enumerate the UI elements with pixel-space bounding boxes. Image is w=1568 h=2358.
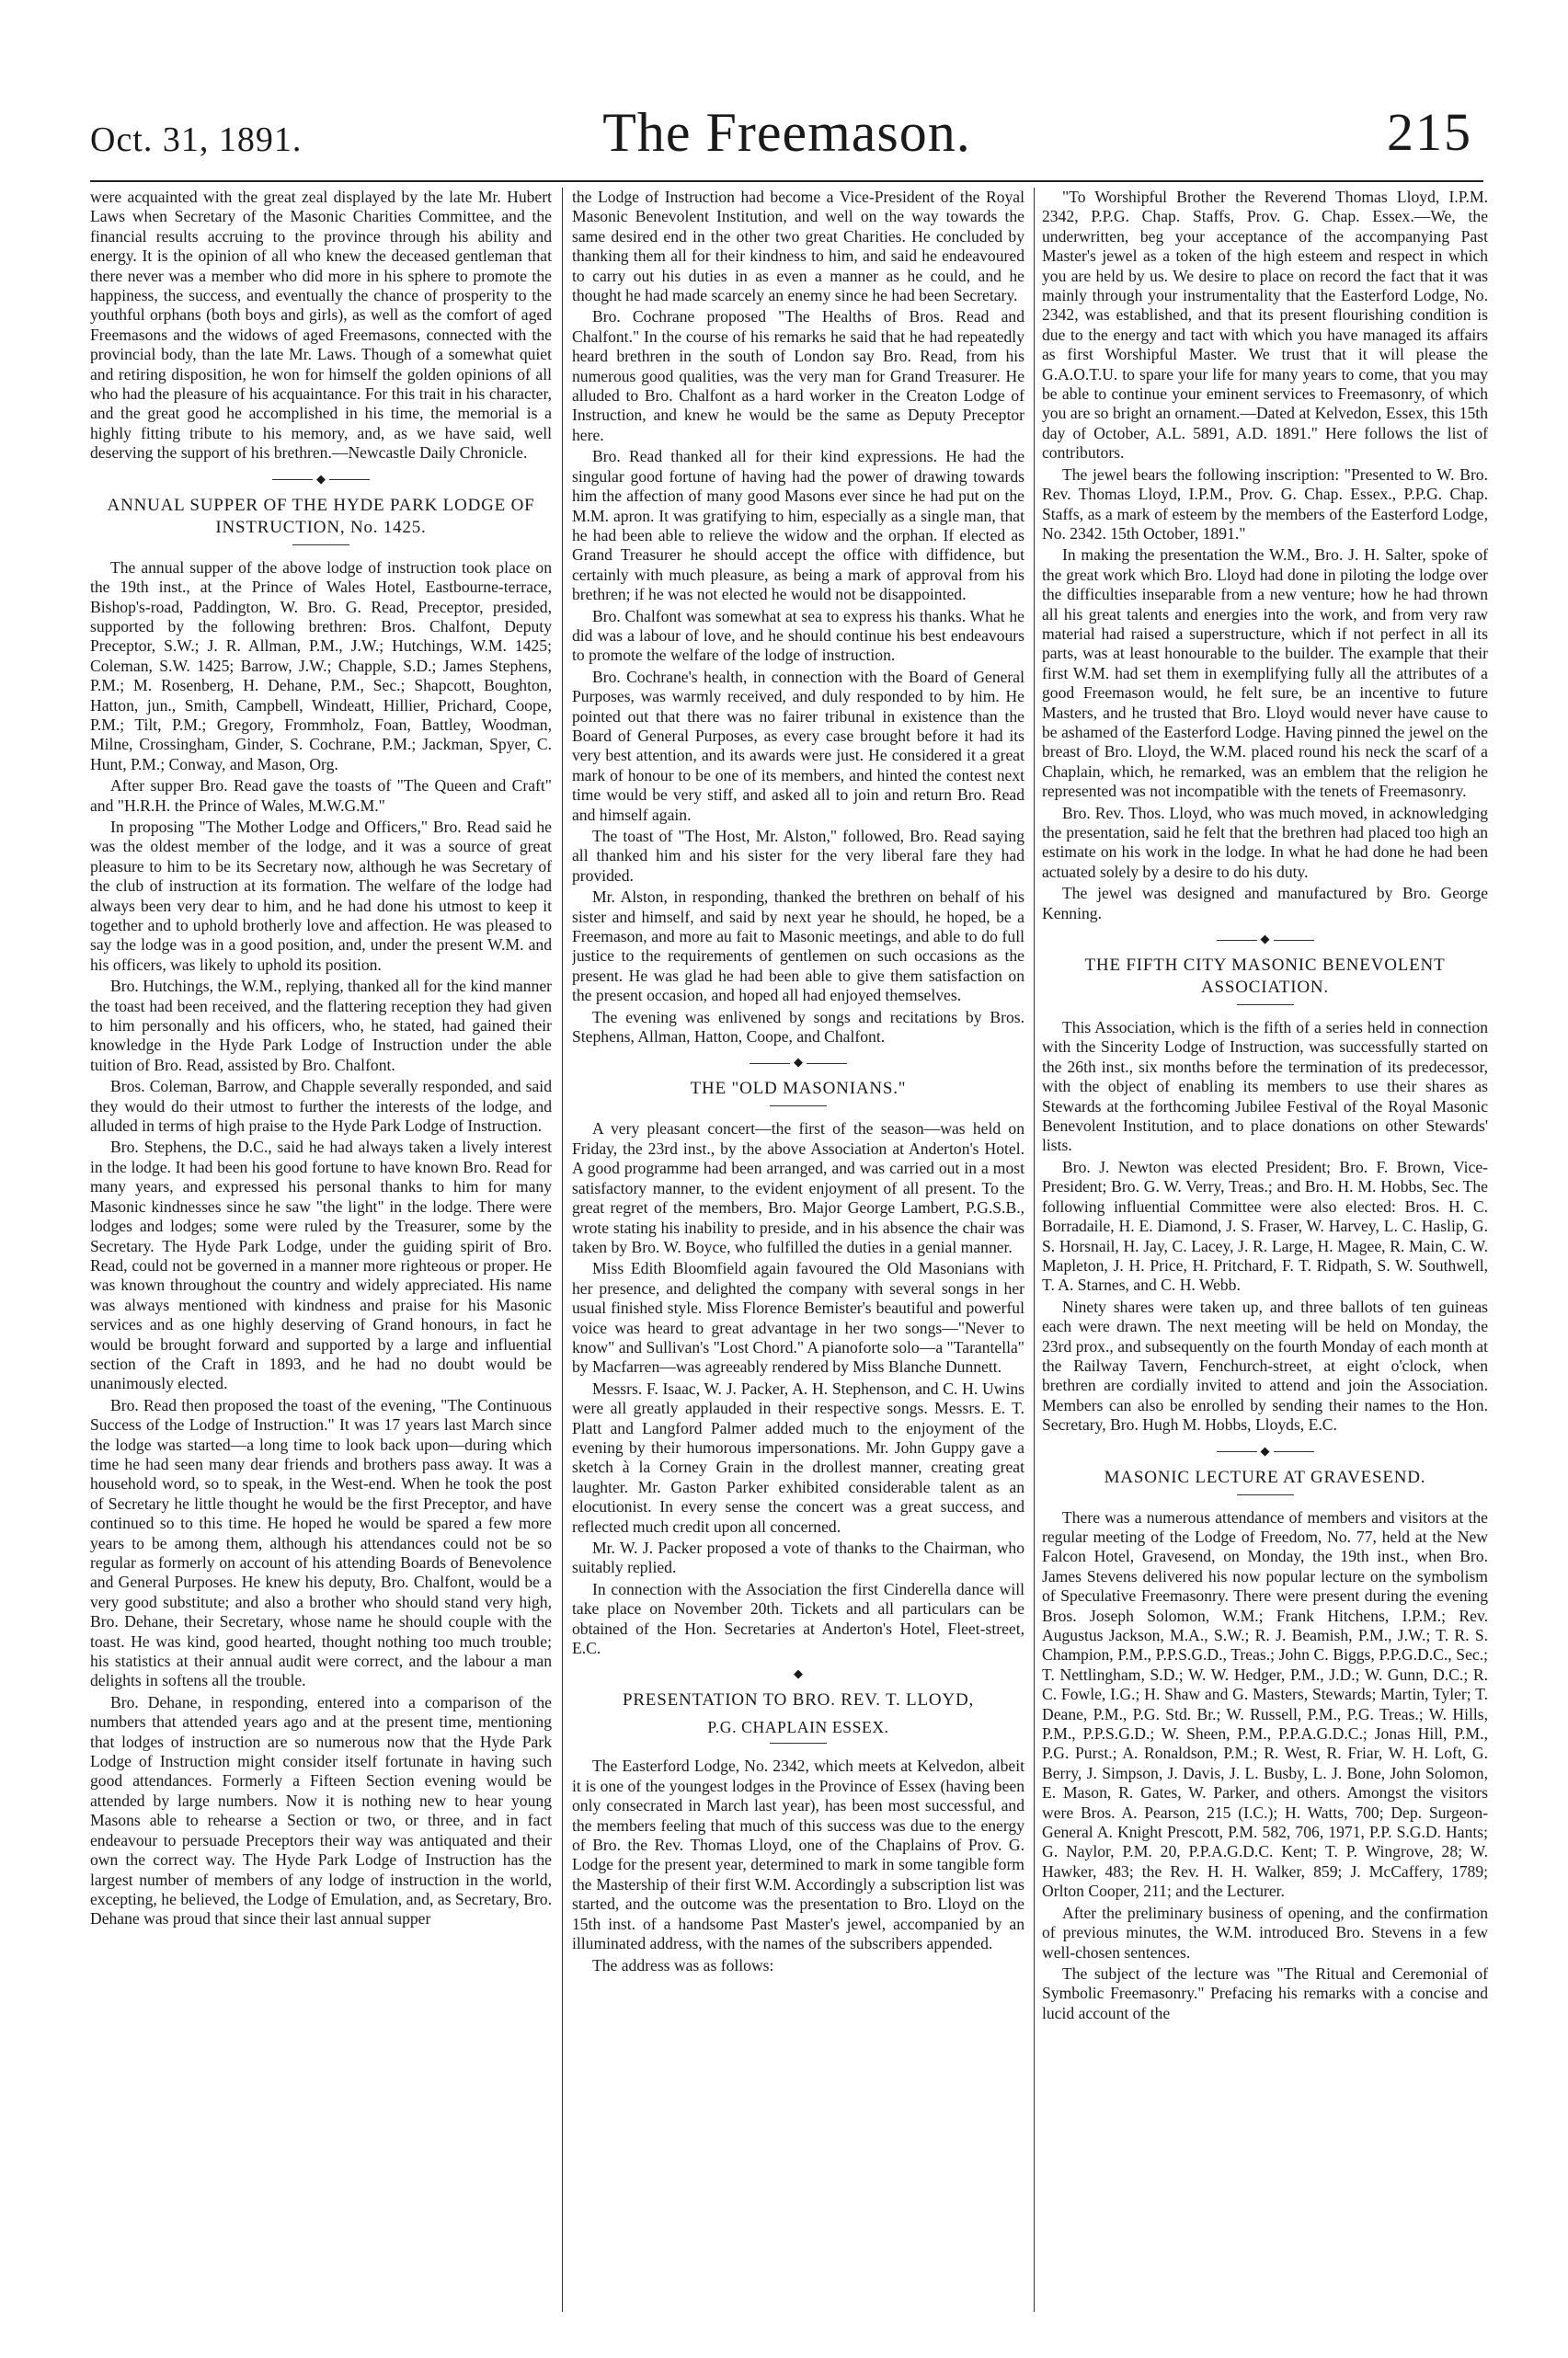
paragraph: The address was as follows: <box>592 1955 774 1975</box>
heading-rule <box>770 1105 827 1106</box>
heading-rule <box>1237 1004 1294 1005</box>
paragraph: Bro. Rev. Thos. Lloyd, who was much moved, in acknowledging the presentation, said he felt that the brethren had placed too high an estimate on his work in the lodge. In what he had done he had been actuated solely by a desire to do his duty. <box>1042 803 1488 881</box>
paragraph: There was a numerous attendance of members and visitors at the regular meeting of the Lodge of Freedom, No. 77, held at the New Falcon Hotel, Gravesend, on Monday, the 19th inst., when Bro. James Stevens delivered his now popular lecture on the symbolism of Speculative Freemasonry. There were present during the evening Bros. Joseph Solomon, W.M.; Frank Hitchens, I.P.M.; Rev. Augustus Jackson, M.A., S.W.; R. J. Beamish, P.M., J.W.; T. R. S. Champion, P.M., P.P.S.G.D., Treas.; John C. Biggs, P.P.G.D.C., Sec.; T. Nettlingham, S.D.; W. W. Hedger, P.M., J.D.; W. Gunn, D.C.; R. C. Fowle, I.G.; H. Shaw and G. Masters, Stewards; Martin, Tyler; T. Deane, P.M., P.G. Std. Br.; W. Russell, P.M., P.G. Treas.; W. Hills, P.M., P.P.S.G.D.; W. Sheen, P.M., P.P.A.G.D.C.; Jonas Hill, P.M., P.G. Purst.; A. Ronaldson, P.M.; R. West, R. Friar, W. H. Loft, G. Berry, J. Simpson, J. Davis, J. L. Busby, L. J. Bone, John Solomon, E. Mason, R. Gates, W. Parker, and others. Amongst the visitors were Bros. A. Pearson, 215 (I.C.); H. Watts, 700; Dep. Surgeon-General A. Knight Prescott, P.M. 582, 706, 1971, P.P. S.G.D. Hants; G. Naylor, P.M. 20, P.P.A.G.D.C. Kent; T. P. Wingrove, 28; W. Hawker, 483; the Rev. H. H. Walker, 859; J. McCaffery, 1789; Orlton Cooper, 211; and the Lecturer. <box>1042 1507 1488 1901</box>
paragraph: The jewel bears the following inscription: "Presented to W. Bro. Rev. Thomas Lloyd, I.P.M., Prov. G. Chap. Essex., P.P.G. Chap. Staffs, as a mark of esteem by the members of the Easterford Lodge, No. 2342. 15th October, 1891." <box>1042 464 1488 543</box>
heading-rule <box>292 544 349 545</box>
section-ornament: ◆ <box>1042 929 1488 949</box>
paragraph: The evening was enlivened by songs and recitations by Bros. Stephens, Allman, Hatton, Coope, and Chalfont. <box>572 1007 1024 1047</box>
column-divider <box>1034 188 1035 2312</box>
paragraph: The jewel was designed and manufactured by Bro. George Kenning. <box>1042 884 1488 922</box>
paragraph: Bro. Chalfont was somewhat at sea to express his thanks. What he did was a labour of love, and he should continue his best endeavours to promote the welfare of the lodge of instruction. <box>572 606 1024 665</box>
section-ornament: ◆ <box>90 469 552 489</box>
paragraph: Mr. W. J. Packer proposed a vote of thanks to the Chairman, who suitably replied. <box>572 1539 1024 1577</box>
paragraph: The subject of the lecture was "The Ritual and Ceremonial of Symbolic Freemasonry." Prefacing his remarks with a concise and lucid account of the <box>1042 1963 1488 2022</box>
paragraph: The annual supper of the above lodge of instruction took place on the 19th inst., at the Prince of Wales Hotel, Eastbourne-terrace, Bishop's-road, Paddington, W. Bro. G. Read, Preceptor, presided, supported by the following brethren: Bros. Chalfont, Deputy Preceptor, S.W.; J. R. Allman, P.M., J.W.; Hutchings, W.M. 1425; Coleman, S.W. 1425; Barrow, J.W.; Chapple, S.D.; James Stephens, P.M.; M. Rosenberg, H. Dehane, P.M., Sec.; Shapcott, Boughton, Hatton, jun., Smith, Campbell, Windeatt, Hillier, Prichard, Coope, P.M.; Tilt, P.M.; Gregory, Frommholz, Foan, Battley, Woodman, Milne, Crossingham, Ginder, S. Cochrane, P.M.; Jackman, Spyer, C. Hunt, P.M.; Conway, and Mason, Org. <box>90 557 552 773</box>
article-heading-gravesend: MASONIC LECTURE AT GRAVESEND. <box>1104 1467 1426 1487</box>
column-2 <box>572 188 1024 2312</box>
article-heading-fifth-city: THE FIFTH CITY MASONIC BENEVOLENT ASSOCIATION. <box>1084 956 1446 998</box>
paragraph: the Lodge of Instruction had become a Vice-President of the Royal Masonic Benevolent Institution, and well on the way towards the same desired end in the other two great Charities. He concluded by thanking them all for their kindness to him, and said he endeavoured to carry out his duties in as even a manner as he could, and he thought he had made scarcely an enemy since he had been Secretary. <box>572 188 1024 305</box>
paragraph: Miss Edith Bloomfield again favoured the Old Masonians with her presence, and delighted the company with several songs in her usual finished style. Miss Florence Bemister's beautiful and powerful voice was heard to great advantage in her two songs—"Never to know" and Sullivan's "Lost Chord." A pianoforte solo—a "Tarantella" by Macfarren—was agreeably rendered by Miss Blanche Dunnett. <box>572 1259 1024 1377</box>
paragraph: In proposing "The Mother Lodge and Officers," Bro. Read said he was the oldest member of the lodge, and it was a source of great pleasure to him to be its Secretary now, although he was Secretary of the club of instruction at its formation. The welfare of the lodge had always been very dear to him, and he had done his utmost to keep it together and to uphold brotherly love and affection. He was pleased to say the lodge was in a good position, and, under the present W.M. and his officers, was likely to uphold its position. <box>90 817 552 974</box>
article-heading-hyde-park: ANNUAL SUPPER OF THE HYDE PARK LODGE OF INSTRUCTION, No. 1425. <box>107 495 535 537</box>
masthead-rule <box>90 180 1483 182</box>
paragraph: In making the presentation the W.M., Bro. J. H. Salter, spoke of the great work which Bro. Lloyd had done in piloting the lodge over the difficulties inseparable from a new venture; how he had thrown all his great talents and energies into the work, and from very raw material had raised a superstructure, which if not perfect in all its parts, was at least honourable to the builder. The example that their first W.M. had set them in exemplifying fully all the attributes of a good Freemason would, he felt sure, be an incentive to future Masters, and he trusted that Bro. Lloyd would never have cause to be ashamed of the Easterford Lodge. Having pinned the jewel on the breast of Bro. Lloyd, the W.M. placed round his neck the scarf of a Chaplain, which, he remarked, was an emblem that the religion he represented was not incompatible with the tenets of Freemasonry. <box>1042 545 1488 801</box>
paragraph: The toast of "The Host, Mr. Alston," followed, Bro. Read saying all thanked him and his sister for the very liberal fare they had provided. <box>572 827 1024 885</box>
paragraph: Bro. Hutchings, the W.M., replying, thanked all for the kind manner the toast had been received, and the flattering reception they had given to him personally and his officers, who, he stated, had gained their knowledge in the Hyde Park Lodge of Instruction under the able tuition of Bro. Read, assisted by Bro. Chalfont. <box>90 977 552 1074</box>
article-heading-presentation: PRESENTATION TO BRO. REV. T. LLOYD, <box>622 1690 975 1711</box>
paragraph: Bro. Stephens, the D.C., said he had always taken a lively interest in the lodge. It had been his good fortune to have known Bro. Read for many years, and expressed his personal thanks to him for many Masonic kindnesses since he saw "the light" in the lodge. There were lodges and lodges; some were ruled by the Treasurer, some by the Secretary. The Hyde Park Lodge, under the guiding spirit of Bro. Read, could not be governed in a manner more righteous or proper. He was known throughout the country and widely appreciated. His name was always mentioned with kindness and praise for his Masonic services and as one highly deserving of Grand honours, in fact he would be brought forward and supported by a large and influential section of the Craft in 1893, and he had no doubt would be unanimously elected. <box>90 1138 552 1393</box>
column-3 <box>1042 188 1488 2312</box>
heading-rule <box>770 1743 827 1744</box>
paragraph: Bro. Cochrane proposed "The Healths of Bros. Read and Chalfont." In the course of his remarks he said that he had repeatedly heard brethren in the south of London say Bro. Read, from his numerous good qualities, was the very man for Grand Treasurer. He alluded to Bro. Chalfont as a hard worker in the Creaton Lodge of Instruction, and knew he would be the same as Deputy Preceptor here. <box>572 307 1024 444</box>
paragraph: Bros. Coleman, Barrow, and Chapple severally responded, and said they would do their utmost to further the interests of the lodge, and alluded in terms of high praise to the Hyde Park Lodge of Instruction. <box>90 1077 552 1136</box>
paragraph: A very pleasant concert—the first of the season—was held on Friday, the 23rd inst., by the above Association at Anderton's Hotel. A good programme had been arranged, and was carried out in a most satisfactory manner, to the evident enjoyment of all present. To the great regret of the members, Bro. Major George Lambert, P.G.S.B., wrote stating his inability to preside, and in his absence the chair was taken by Bro. W. Boyce, who fulfilled the duties in a genial manner. <box>572 1119 1024 1256</box>
issue-date: Oct. 31, 1891. <box>90 120 303 159</box>
column-divider <box>562 188 563 2312</box>
section-ornament: ◆ <box>794 1666 803 1681</box>
masthead <box>90 101 1483 166</box>
paragraph: The Easterford Lodge, No. 2342, which meets at Kelvedon, albeit it is one of the youngest lodges in the Province of Essex (having been only consecrated in March last year), has been most successful, and the members feeling that much of this success was due to the energy of Bro. the Rev. Thomas Lloyd, one of the Chaplains of Prov. G. Lodge for the present year, determined to mark in some tangible form the Mastership of their first W.M. Accordingly a subscription list was started, and the outcome was the presentation to Bro. Lloyd on the 15th inst. of a handsome Past Master's jewel, accompanied by an illuminated address, with the names of the subscribers appended. <box>572 1757 1024 1953</box>
paragraph: This Association, which is the fifth of a series held in connection with the Sincerity Lodge of Instruction, was successfully started on the 26th inst., six months before the termination of its predecessor, with the object of enabling its members to use their shares as Stewards at the forthcoming Jubilee Festival of the Royal Masonic Benevolent Institution, and to place donations on other Stewards' lists. <box>1042 1018 1488 1155</box>
article-subheading-presentation: P.G. CHAPLAIN ESSEX. <box>707 1718 889 1737</box>
paragraph: In connection with the Association the first Cinderella dance will take place on November 20th. Tickets and all particulars can be obtained of the Hon. Secretaries at Anderton's Hotel, Fleet-street, E.C. <box>572 1579 1024 1658</box>
article-heading-old-masonians: THE "OLD MASONIANS." <box>690 1079 907 1099</box>
paragraph: After the preliminary business of opening, and the confirmation of previous minutes, the W.M. introduced Bro. Stevens in a few well-chosen sentences. <box>1042 1903 1488 1962</box>
heading-rule <box>1237 1494 1294 1495</box>
paragraph: Bro. Dehane, in responding, entered into a comparison of the numbers that attended years ago and at the present time, mentioning that lodges of instruction are so numerous now that the Hyde Park Lodge of Instruction might consider itself fortunate in having such good attendances. Formerly a Fifteen Section evening would be attended by large numbers. Now it is nothing new to hear young Masons able to rehearse a Section or two, or three, and in fact endeavour to persuade Preceptors their way was antiquated and their own the correct way. The Hyde Park Lodge of Instruction has the largest number of members of any lodge of instruction in the world, excepting, he believed, the Lodge of Emulation, and, as Secretary, Bro. Dehane was proud that since their last annual supper <box>90 1692 552 1929</box>
paragraph: Mr. Alston, in responding, thanked the brethren on behalf of his sister and himself, and said by next year he should, he hoped, be a Freemason, and more au fait to Masonic meetings, and able to do full justice to the requirements of gentlemen on such occasions as the present. He was glad he had been able to give them satisfaction on the present occasion, and hoped all had enjoyed themselves. <box>572 887 1024 1005</box>
paragraph: Messrs. F. Isaac, W. J. Packer, A. H. Stephenson, and C. H. Uwins were all greatly applauded in their respective songs. Messrs. E. T. Platt and Langford Palmer added much to the enjoyment of the evening by their humorous impersonations. Mr. John Guppy gave a sketch à la Corney Grain in the drollest manner, creating great laughter. Mr. Gaston Parker exhibited considerable talent as an elocutionist. In every sense the concert was a great success, and reflected much credit upon all concerned. <box>572 1379 1024 1536</box>
paragraph: After supper Bro. Read gave the toasts of "The Queen and Craft" and "H.R.H. the Prince of Wales, M.W.G.M." <box>90 776 552 815</box>
paragraph: Bro. Read thanked all for their kind expressions. He had the singular good fortune of having had the power of drawing towards him the affection of many good Masons ever since he had put on the M.M. apron. It was gratifying to him, especially as a single man, that he had been able to relieve the widow and the orphan. If elected as Grand Treasurer he should accept the office with diffidence, but certainly with much pleasure, as being a mark of approval from his brethren; if he was not elected he would not be disappointed. <box>572 447 1024 604</box>
newspaper-title: The Freemason. <box>602 102 971 163</box>
paragraph: Bro. J. Newton was elected President; Bro. F. Brown, Vice-President; Bro. G. W. Verry, Treas.; and Bro. H. M. Hobbs, Sec. The following influential Committee were also elected: Bros. H. C. Borradaile, H. E. Diamond, J. S. Fraser, W. Harvey, L. C. Haslip, G. S. Horsnail, H. Jay, C. Lacey, J. R. Large, H. Magee, R. Main, C. W. Mapleton, J. H. Price, H. Pritchard, F. T. Ridpath, S. W. Southwell, T. A. Starnes, and C. H. Webb. <box>1042 1157 1488 1295</box>
paragraph: Bro. Cochrane's health, in connection with the Board of General Purposes, was warmly received, and duly responded to by him. He pointed out that there was no fairer tribunal in existence than the Board of General Purposes, as every case brought before it had its very best attention, and its awards were just. He considered it a great mark of honour to be one of its members, and hinted the contest next time would be very stiff, and asked all to join and return Bro. Read and himself again. <box>572 667 1024 824</box>
paragraph: "To Worshipful Brother the Reverend Thomas Lloyd, I.P.M. 2342, P.P.G. Chap. Staffs, Prov. G. Chap. Essex.—We, the underwritten, beg your acceptance of the accompanying Past Master's jewel as a token of the high esteem and respect in which you are held by us. We desire to place on record the fact that it was mainly through your instrumentality that the Easterford Lodge, No. 2342, was established, and that its present flourishing condition is due to the energy and tact with which you have managed its affairs as first Worshipful Master. We trust that it will please the G.A.O.T.U. to spare your life for many years to come, that you may be able to continue your eminent services to Freemasonry, of which you are so bright an ornament.—Dated at Kelvedon, Essex, this 15th day of October, A.L. 5891, A.D. 1891." Here follows the list of contributors. <box>1042 188 1488 463</box>
paragraph: were acquainted with the great zeal displayed by the late Mr. Hubert Laws when Secretary of the Masonic Charities Committee, and the financial results accruing to the province through his ability and energy. It is the opinion of all who knew the deceased gentleman that there never was a member who did more in his sphere to promote the happiness, the success, and eventually the chance of prosperity to the youthful orphans (both boys and girls), as well as the comfort of aged Freemasons and the widows of aged Freemasons, connected with the provincial body, than the late Mr. Laws. Though of a somewhat quiet and retiring disposition, he won for himself the golden opinions of all who had the pleasure of his acquaintance. For this trait in his character, and the great good he accomplished in his time, the memorial is a highly fitting tribute to his memory, and, as we have said, well deserving the support of his brethren.—Newcastle Daily Chronicle. <box>90 188 552 463</box>
paragraph: Bro. Read then proposed the toast of the evening, "The Continuous Success of the Lodge of Instruction." It was 17 years last March since the lodge was started—a long time to look back upon—during which time he had seen many dear friends and brothers pass away. It was a household word, so to speak, in the West-end. When he took the post of Secretary he little thought he would be the first Preceptor, and have continued so to this time. He hoped he would be spared a few more years to be among them, although his attendances could not be so regular as formerly on account of his attending Boards of Benevolence and General Purposes. He knew his deputy, Bro. Chalfont, would be a very good substitute; and also a brother who should stand very high, Bro. Dehane, their Secretary, whose name he should couple with the toast. He was kind, good hearted, thought nothing too much trouble; his statistics at their annual audit were correct, and the labour a man delights in softens all the trouble. <box>90 1395 552 1690</box>
page-number: 215 <box>1387 102 1472 162</box>
paragraph: Ninety shares were taken up, and three ballots of ten guineas each were drawn. The next meeting will be held on Monday, the 23rd prox., and subsequently on the fourth Monday of each month at the Railway Tavern, Fenchurch-street, at eight o'clock, when brethren are cordially invited to attend and join the Association. Members can also be enrolled by sending their names to the Hon. Secretary, Bro. Hugh M. Hobbs, Lloyds, E.C. <box>1042 1297 1488 1435</box>
section-ornament: ◆ <box>572 1052 1024 1072</box>
column-1 <box>90 188 552 2312</box>
section-ornament: ◆ <box>1042 1441 1488 1461</box>
